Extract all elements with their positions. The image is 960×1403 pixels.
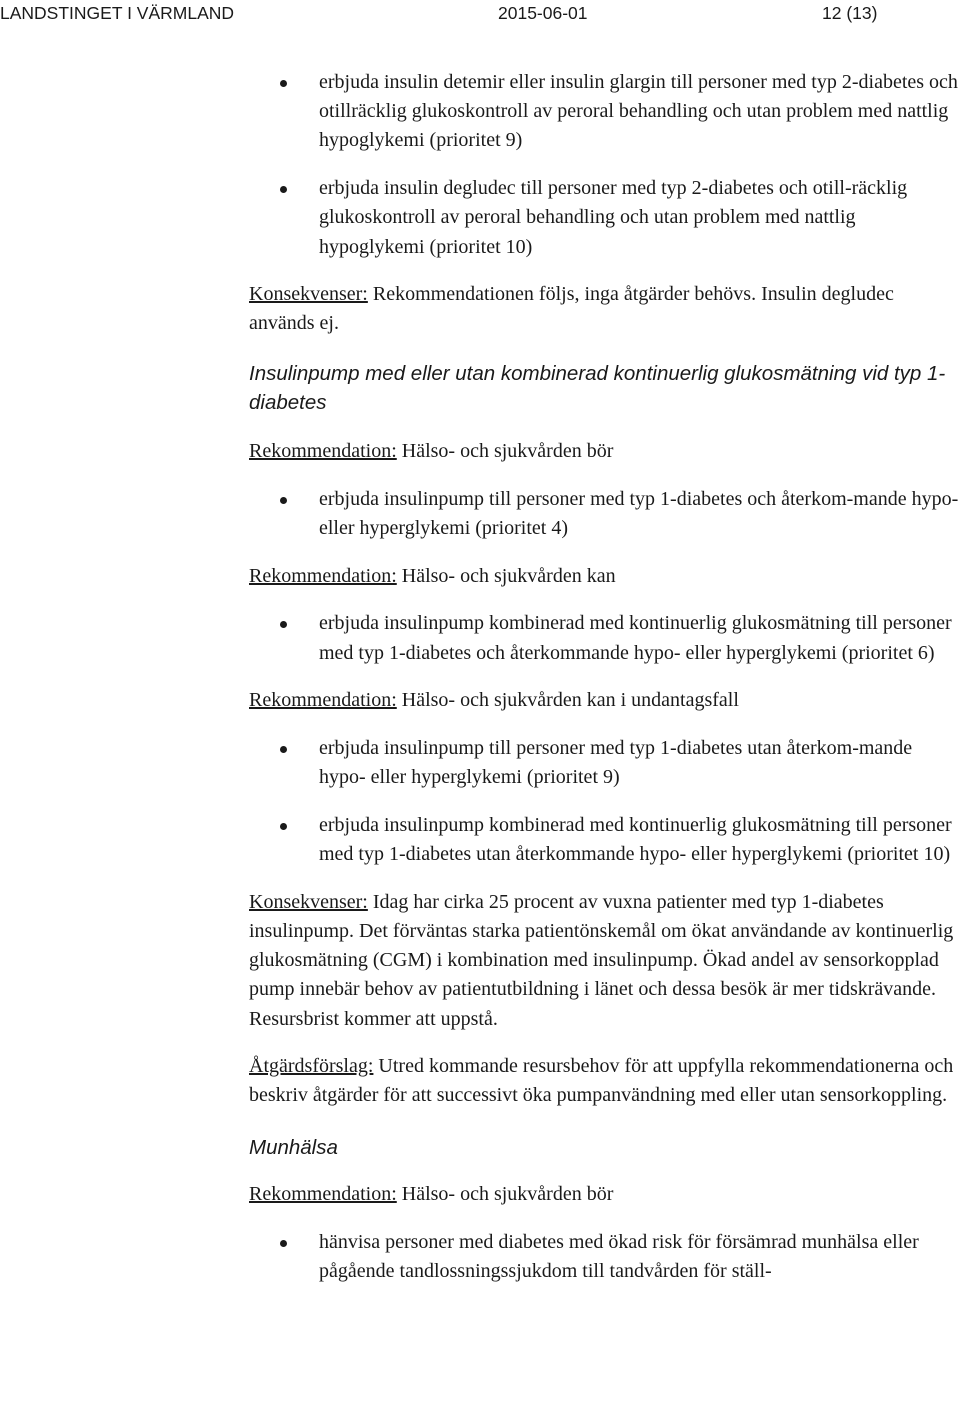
section-heading-munhalsa: Munhälsa: [249, 1135, 338, 1159]
recommendation-paragraph: [249, 562, 960, 591]
recommendation-label: Rekommendation:: [249, 1183, 397, 1206]
header-organization: LANDSTINGET I VÄRMLAND: [0, 3, 235, 23]
consequences-text: Rekommendationen följs, inga åtgärder behövs. Insulin degludec används ej.: [249, 283, 894, 335]
consequences-label: Konsekvenser:: [249, 890, 368, 913]
recommendation-text: Hälso- och sjukvården bör: [396, 1183, 614, 1206]
consequences-label: Konsekvenser:: [249, 283, 368, 306]
list-item: erbjuda insulinpump kombinerad med kontinuerlig glukosmätning till personer med typ 1-diabetes och återkommande hypo- eller hyperglykemi (prioritet 6): [249, 609, 960, 667]
bullet-list-insulin-analogs: [249, 68, 960, 262]
bullet-list-rec2: [249, 609, 960, 667]
recommendation-paragraph: [249, 686, 960, 715]
recommendation-paragraph: [249, 437, 960, 466]
bullet-list-rec3: [249, 734, 960, 869]
consequences-paragraph: [249, 888, 960, 1034]
section-heading-insulinpump: Insulinpump med eller utan kombinerad kontinuerlig glukosmätning vid typ 1-diabetes: [249, 361, 946, 414]
actions-label: Åtgärdsförslag:: [249, 1055, 374, 1078]
list-item: hänvisa personer med diabetes med ökad risk för försämrad munhälsa eller pågående tandlossningssjukdom till tandvården för ställ-: [249, 1228, 960, 1286]
header-date: 2015-06-01: [498, 3, 588, 23]
bullet-list-munhalsa: [249, 1228, 960, 1286]
list-item: erbjuda insulin detemir eller insulin glargin till personer med typ 2-diabetes och otillräcklig glukoskontroll av peroral behandling och utan problem med nattlig hypoglykemi (prioritet 9): [249, 68, 960, 156]
recommendation-text: Hälso- och sjukvården bör: [396, 440, 614, 463]
actions-text: Utred kommande resursbehov för att uppfylla rekommendationerna och beskriv åtgärder för att successivt öka pumpanvändning med eller utan sensorkoppling.: [249, 1055, 954, 1107]
document-body: [249, 68, 960, 1287]
consequences-text: Idag har cirka 25 procent av vuxna patienter med typ 1-diabetes insulinpump. Det förväntas starka patientönskemål om ökat användande av kontinuerlig glukosmätning (CGM) i kombination med insulinpump. Ökad andel av sensorkopplad pump innebär behov av patientutbildning i länet och dessa besök är mer tidskrävande. Resursbrist kommer att uppstå.: [249, 890, 954, 1030]
bullet-list-rec1: [249, 485, 960, 543]
recommendation-label: Rekommendation:: [249, 440, 397, 463]
recommendation-label: Rekommendation:: [249, 564, 397, 587]
recommendation-paragraph: [249, 1180, 960, 1209]
list-item: erbjuda insulinpump till personer med typ 1-diabetes och återkom-mande hypo- eller hyperglykemi (prioritet 4): [249, 485, 960, 543]
actions-paragraph: [249, 1052, 960, 1110]
recommendation-text: Hälso- och sjukvården kan i undantagsfall: [396, 689, 739, 712]
list-item: erbjuda insulinpump kombinerad med kontinuerlig glukosmätning till personer med typ 1-diabetes utan återkommande hypo- eller hyperglykemi (prioritet 10): [249, 811, 960, 869]
consequences-paragraph: [249, 280, 960, 338]
page-header: [0, 0, 960, 26]
recommendation-label: Rekommendation:: [249, 689, 397, 712]
header-page-number: 12 (13): [822, 3, 878, 23]
recommendation-text: Hälso- och sjukvården kan: [396, 564, 616, 587]
list-item: erbjuda insulinpump till personer med typ 1-diabetes utan återkom-mande hypo- eller hyperglykemi (prioritet 9): [249, 734, 960, 792]
list-item: erbjuda insulin degludec till personer med typ 2-diabetes och otill-räcklig glukoskontroll av peroral behandling och utan problem med nattlig hypoglykemi (prioritet 10): [249, 174, 960, 262]
